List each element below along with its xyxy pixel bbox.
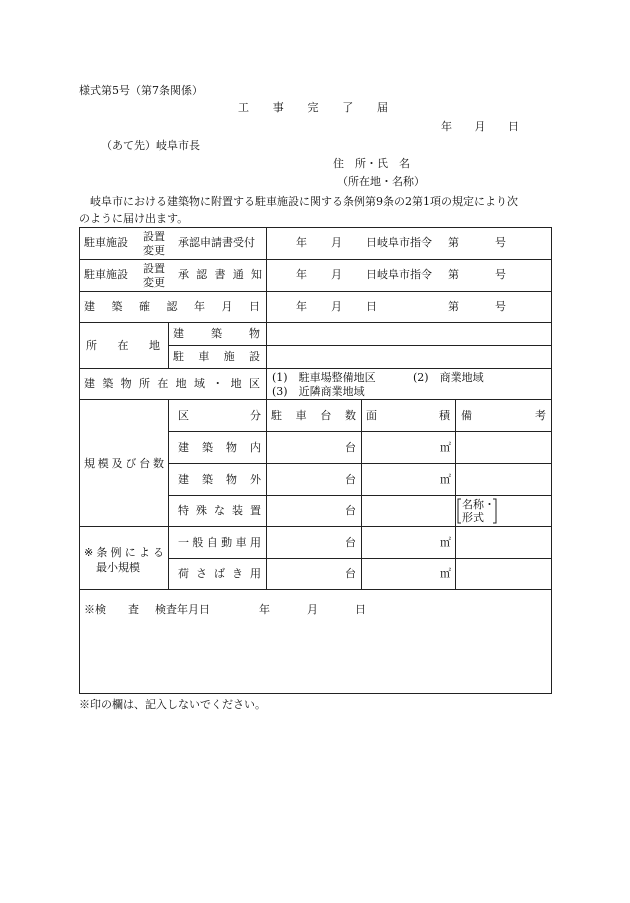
title-char: 事 — [272, 101, 284, 114]
row1-go: 号 — [495, 236, 506, 249]
col-header-parking-count: 駐 車 台 数 — [271, 409, 356, 422]
date-month: 月 — [474, 120, 486, 133]
row2-sub-top: 設置 — [143, 262, 165, 275]
applicant-location: （所在地・名称） — [337, 175, 425, 188]
row3-year: 年 — [296, 300, 307, 313]
location-parking-label: 駐 車 施 設 — [173, 350, 260, 363]
minimum-label-line2: 最小規模 — [96, 561, 140, 574]
location-building-label: 建 築 物 — [173, 327, 260, 340]
scale-outside-count-unit: 台 — [345, 473, 356, 486]
note-type-label: 形式 — [462, 511, 484, 524]
scale-label: 規 模 及 び 台 数 — [84, 457, 164, 470]
row2-month: 月 — [331, 268, 342, 281]
title-char: 届 — [377, 101, 388, 114]
applicant-address-name: 住 所・氏 名 — [333, 157, 410, 170]
inspection-month: 月 — [307, 603, 318, 616]
row1-type: 承認申請書受付 — [178, 236, 255, 249]
minimum-label-line1: ※ 条 例 に よ る — [84, 546, 164, 559]
inspection-year: 年 — [259, 603, 270, 616]
minimum-general-count-unit: 台 — [345, 536, 356, 549]
title-char: 了 — [342, 101, 354, 114]
inspection-date-label: 検査年月日 — [155, 603, 210, 616]
footnote: ※印の欄は、記入しないでください。 — [79, 698, 266, 711]
minimum-row-cargo: 荷 さ ば き 用 — [178, 567, 261, 580]
scale-special-count-unit: 台 — [345, 504, 356, 517]
row1-sub-bottom: 変更 — [143, 244, 165, 257]
date-year: 年 — [441, 120, 452, 133]
row3-go: 号 — [495, 300, 506, 313]
scale-inside-area-unit: ㎡ — [440, 441, 451, 454]
minimum-row-general: 一 般 自 動 車 用 — [178, 536, 261, 549]
location-label: 所 在 地 — [86, 339, 160, 352]
row1-day-city: 日岐阜市指令 — [366, 236, 432, 249]
scale-row-outside: 建 築 物 外 — [178, 473, 261, 486]
row1-label: 駐車施設 — [84, 236, 128, 249]
area-label: 建 築 物 所 在 地 域 ・ 地 区 — [84, 377, 260, 390]
form-number: 様式第5号（第7条関係） — [79, 84, 203, 97]
scale-outside-area-unit: ㎡ — [440, 473, 451, 486]
row1-sub-top: 設置 — [143, 230, 165, 243]
scale-row-inside: 建 築 物 内 — [178, 441, 261, 454]
addressee: （あて先）岐阜市長 — [101, 139, 200, 152]
row2-sub-bottom: 変更 — [143, 276, 165, 289]
col-header-kubun: 区 分 — [178, 409, 261, 422]
row3-month: 月 — [331, 300, 342, 313]
row2-type: 承 認 書 通 知 — [178, 268, 262, 281]
area-option-3: (3) 近隣商業地域 — [272, 385, 365, 398]
inspection-day: 日 — [355, 603, 366, 616]
area-option-1: (1) 駐車場整備地区 — [272, 371, 376, 384]
row3-dai: 第 — [448, 300, 459, 313]
row3-label: 建 築 確 認 年 月 日 — [84, 300, 260, 313]
minimum-cargo-area-unit: ㎡ — [440, 567, 451, 580]
area-option-2: (2) 商業地域 — [413, 371, 484, 384]
row2-day-city: 日岐阜市指令 — [366, 268, 432, 281]
scale-row-special: 特 殊 な 装 置 — [178, 504, 261, 517]
title-char: 工 — [238, 101, 249, 114]
note-name-label: 名称・ — [462, 498, 495, 511]
row1-month: 月 — [331, 236, 342, 249]
row1-year: 年 — [296, 236, 307, 249]
body-text-line1: 岐阜市における建築物に附置する駐車施設に関する条例第9条の2第1項の規定により次 — [90, 195, 518, 208]
body-text-line2: のように届け出ます。 — [79, 212, 189, 225]
minimum-cargo-count-unit: 台 — [345, 567, 356, 580]
date-day: 日 — [508, 120, 519, 133]
row2-go: 号 — [495, 268, 506, 281]
row1-dai: 第 — [448, 236, 459, 249]
title-char: 完 — [307, 101, 319, 114]
minimum-general-area-unit: ㎡ — [440, 536, 451, 549]
scale-inside-count-unit: 台 — [345, 441, 356, 454]
row2-label: 駐車施設 — [84, 268, 128, 281]
row2-year: 年 — [296, 268, 307, 281]
inspection-label: ※検 査 — [84, 603, 139, 616]
col-header-area: 面 積 — [366, 409, 450, 422]
row3-day: 日 — [366, 300, 377, 313]
col-header-note: 備 考 — [461, 409, 546, 422]
row2-dai: 第 — [448, 268, 459, 281]
